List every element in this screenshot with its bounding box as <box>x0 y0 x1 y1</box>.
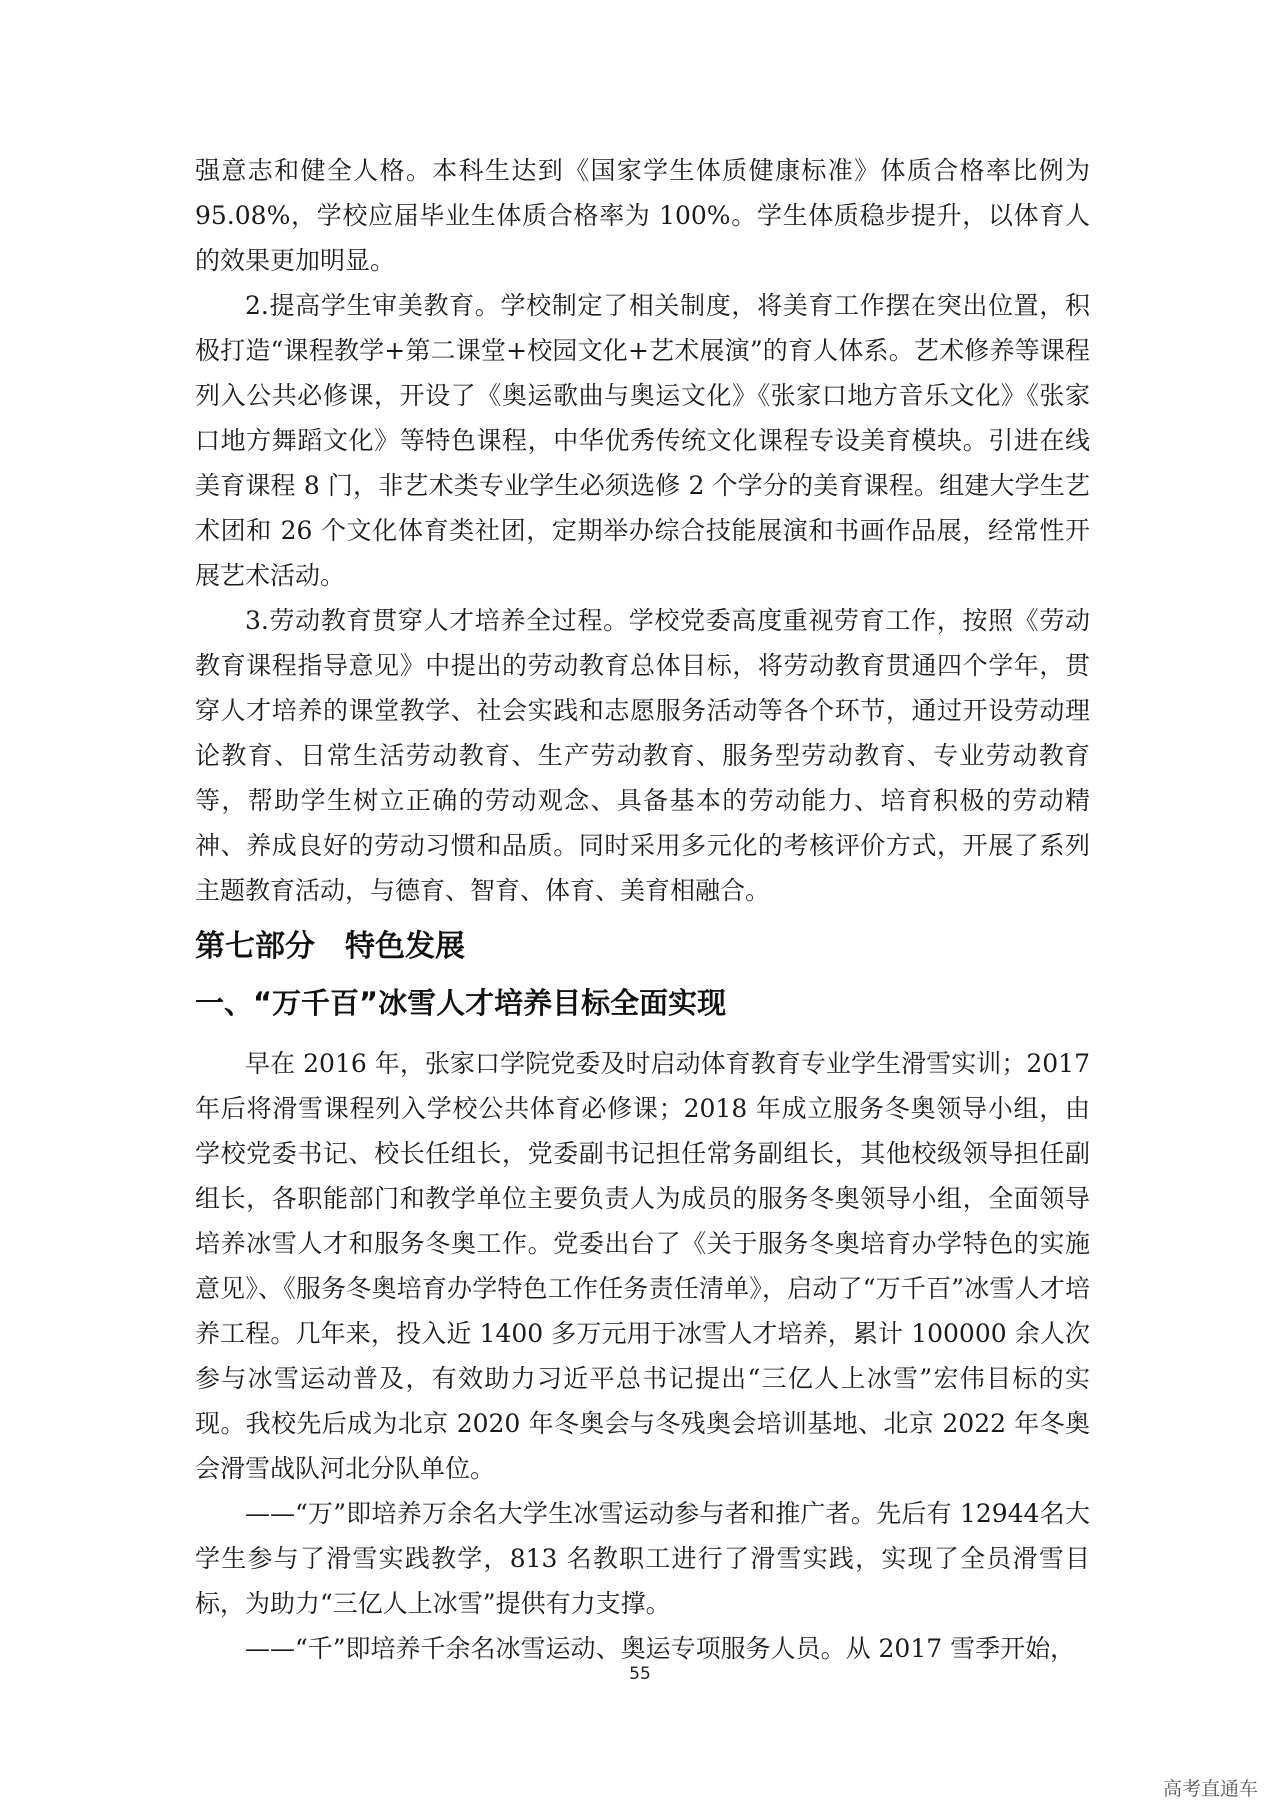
watermark-text: 高考直通车 <box>1162 1778 1258 1800</box>
paragraph-labor-education: 3.劳动教育贯穿人才培养全过程。学校党委高度重视劳育工作，按照《劳动教育课程指导意见》中提出的劳动教育总体目标，将劳动教育贯通四个学年，贯穿人才培养的课堂教学、社会实践和志愿服务活动等各个环节，通过开设劳动理论教育、日常生活劳动教育、生产劳动教育、服务型劳动教育、专业劳动教育等，帮助学生树立正确的劳动观念、具备基本的劳动能力、培育积极的劳动精神、养成良好的劳动习惯和品质。同时采用多元化的考核评价方式，开展了系列主题教育活动，与德育、智育、体育、美育相融合。 <box>195 606 1090 905</box>
part-heading: 第七部分 特色发展 <box>195 929 465 964</box>
paragraph-qian: ——“千”即培养千余名冰雪运动、奥运专项服务人员。从 2017 雪季开始， <box>245 1634 1076 1663</box>
paragraph-wan: ——“万”即培养万余名大学生冰雪运动参与者和推广者。先后有 12944名大学生参与了滑雪实践教学，813 名教职工进行了滑雪实践，实现了全员滑雪目标，为助力“三亿人上冰雪”提供有力支撑。 <box>195 1499 1090 1618</box>
section-heading: 一、“万千百”冰雪人才培养目标全面实现 <box>195 986 727 1020</box>
paragraph-continuation: 强意志和健全人格。本科生达到《国家学生体质健康标准》体质合格率比例为95.08%，学校应届毕业生体质合格率为 100%。学生体质稳步提升，以体育人的效果更加明显。 <box>195 156 1090 275</box>
page-number: 55 <box>629 1664 651 1684</box>
document-page <box>195 148 1090 1671</box>
paragraph-aesthetic-education: 2.提高学生审美教育。学校制定了相关制度，将美育工作摆在突出位置，积极打造“课程教学+第二课堂+校园文化+艺术展演”的育人体系。艺术修养等课程列入公共必修课，开设了《奥运歌曲与奥运文化》《张家口地方音乐文化》《张家口地方舞蹈文化》等特色课程，中华优秀传统文化课程专设美育模块。引进在线美育课程 8 门，非艺术类专业学生必须选修 2 个学分的美育课程。组建大学生艺术团和 26 个文化体育类社团，定期举办综合技能展演和书画作品展，经常性开展艺术活动。 <box>195 291 1090 590</box>
paragraph-ice-snow-history: 早在 2016 年，张家口学院党委及时启动体育教育专业学生滑雪实训；2017年后将滑雪课程列入学校公共体育必修课；2018 年成立服务冬奥领导小组，由学校党委书记、校长任组长，党委副书记担任常务副组长，其他校级领导担任副组长，各职能部门和教学单位主要负责人为成员的服务冬奥领导小组，全面领导培养冰雪人才和服务冬奥工作。党委出台了《关于服务冬奥培育办学特色的实施意见》、《服务冬奥培育办学特色工作任务责任清单》，启动了“万千百”冰雪人才培养工程。几年来，投入近 1400 多万元用于冰雪人才培养，累计 100000 余人次参与冰雪运动普及，有效助力习近平总书记提出“三亿人上冰雪”宏伟目标的实现。我校先后成为北京 2020 年冬奥会与冬残奥会培训基地、北京 2022 年冬奥会滑雪战队河北分队单位。 <box>195 1049 1090 1483</box>
